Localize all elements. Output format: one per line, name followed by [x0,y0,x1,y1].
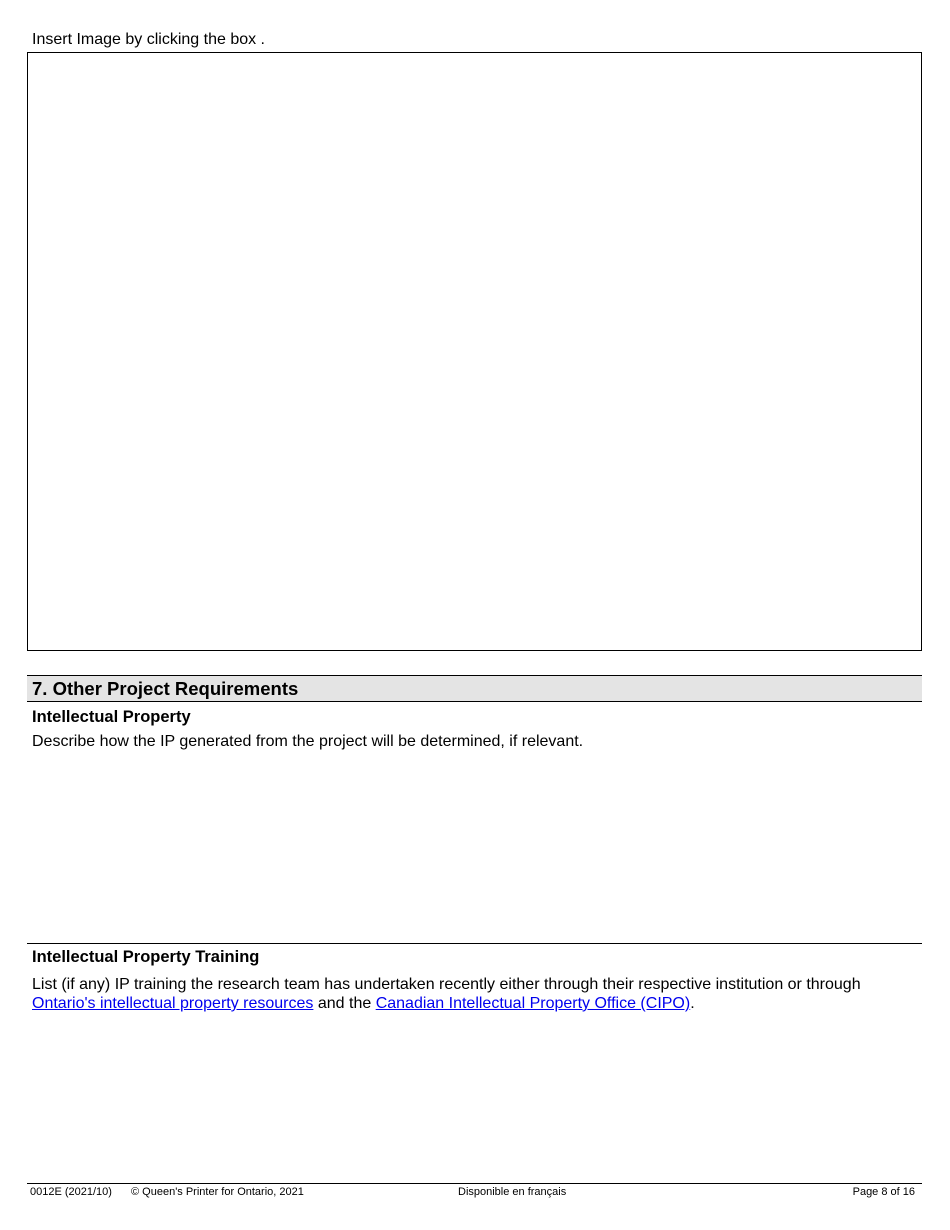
section-header [27,675,922,702]
ip-heading: Intellectual Property [32,708,191,726]
section-title: 7. Other Project Requirements [32,678,299,699]
french-availability-note: Disponible en français [458,1186,567,1198]
form-number: 0012E (2021/10) [30,1186,112,1198]
ip-training-description-suffix: . [690,995,695,1012]
cipo-link[interactable]: Canadian Intellectual Property Office (CIPO) [375,995,691,1012]
footer-divider [27,1183,922,1184]
image-insert-box[interactable] [27,52,922,651]
ip-description: Describe how the IP generated from the project will be determined, if relevant. [32,733,584,750]
ip-training-input[interactable] [27,1018,922,1178]
ip-training-description-prefix: List (if any) IP training the research team has undertaken recently either through their respective institution or through [32,976,861,993]
field-divider [27,943,922,944]
ip-training-heading: Intellectual Property Training [32,948,260,966]
copyright-notice: © Queen's Printer for Ontario, 2021 [131,1186,304,1198]
ip-input[interactable] [27,756,922,940]
insert-image-label: Insert Image by clicking the box . [32,31,265,48]
page-number: Page 8 of 16 [852,1186,915,1198]
ip-training-description-middle: and the [313,995,376,1012]
ip-training-description [32,975,917,1013]
ontario-ip-resources-link[interactable]: Ontario's intellectual property resources [32,995,314,1012]
